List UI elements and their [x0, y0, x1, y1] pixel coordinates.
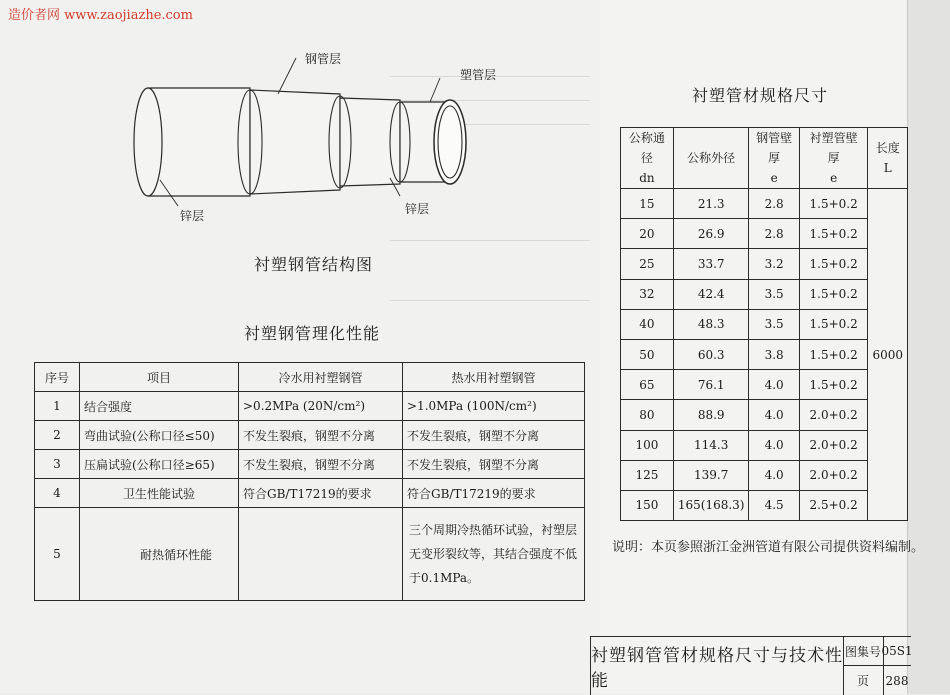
table-row: 25 33.7 3.2 1.5+0.2	[621, 249, 908, 279]
table-row: 2 弯曲试验(公称口径≤50) 不发生裂痕，钢塑不分离 不发生裂痕，钢塑不分离	[35, 421, 585, 450]
table-row: 65 76.1 4.0 1.5+0.2	[621, 370, 908, 400]
pipe-structure-diagram	[100, 50, 520, 225]
spec-caption: 衬塑管材规格尺寸	[692, 86, 829, 105]
page-edge	[907, 0, 950, 694]
table-row: 15 21.3 2.8 1.5+0.2 6000	[621, 189, 908, 219]
spec-table	[620, 127, 908, 521]
atlas-label: 图集号	[843, 637, 884, 666]
zinc-layer-label-left: 锌层	[180, 209, 205, 223]
table-row: 150 165(168.3) 4.5 2.5+0.2	[621, 490, 908, 520]
table-row: 1 结合强度 >0.2MPa (20N/cm²) >1.0MPa (100N/cm²)	[35, 392, 585, 421]
diagram-caption: 衬塑钢管结构图	[254, 255, 374, 274]
page-label: 页	[843, 666, 884, 695]
title-block	[590, 636, 911, 695]
table-row: 100 114.3 4.0 2.0+0.2	[621, 430, 908, 460]
plastic-layer-label: 塑管层	[460, 68, 497, 82]
col-header-steel-wall: 钢管壁厚 e	[749, 128, 799, 189]
spec-header-row	[621, 128, 908, 189]
table-row: 32 42.4 3.5 1.5+0.2	[621, 279, 908, 309]
table-row: 40 48.3 3.5 1.5+0.2	[621, 309, 908, 339]
table-row: 125 139.7 4.0 2.0+0.2	[621, 460, 908, 490]
properties-caption: 衬塑钢管理化性能	[244, 324, 381, 343]
table-row: 50 60.3 3.8 1.5+0.2	[621, 339, 908, 369]
zinc-layer-label-right: 锌层	[405, 202, 430, 216]
col-header-od: 公称外径	[673, 128, 749, 189]
drawing-title: 衬塑钢管管材规格尺寸与技术性能	[591, 637, 844, 695]
page-number: 288	[885, 673, 909, 688]
atlas-value: 05S1	[883, 637, 911, 666]
col-header-item: 项目	[80, 363, 239, 392]
properties-header-row	[35, 363, 585, 392]
length-value: 6000	[868, 189, 908, 521]
col-header-length: 长度 L	[868, 128, 908, 189]
steel-layer-label: 钢管层	[305, 52, 342, 66]
site-watermark: 造价者网 www.zaojiazhe.com	[8, 8, 193, 23]
table-row: 20 26.9 2.8 1.5+0.2	[621, 219, 908, 249]
col-header-no: 序号	[35, 363, 80, 392]
col-header-dn: 公称通径 dn	[621, 128, 674, 189]
col-header-cold: 冷水用衬塑钢管	[239, 363, 403, 392]
table-row: 3 压扁试验(公称口径≥65) 不发生裂痕，钢塑不分离 不发生裂痕，钢塑不分离	[35, 450, 585, 479]
col-header-hot: 热水用衬塑钢管	[403, 363, 585, 392]
table-row: 80 88.9 4.0 2.0+0.2	[621, 400, 908, 430]
note-text: 说明：本页参照浙江金洲管道有限公司提供资料编制。	[612, 540, 925, 555]
table-row: 5 耐热循环性能 三个周期冷热循环试验，衬塑层无变形裂纹等，其结合强度不低于0.1MPa。	[35, 508, 585, 601]
col-header-lining-wall: 衬塑管壁厚 e	[799, 128, 868, 189]
properties-table	[34, 362, 585, 601]
table-row: 4 卫生性能试验 符合GB/T17219的要求 符合GB/T17219的要求	[35, 479, 585, 508]
